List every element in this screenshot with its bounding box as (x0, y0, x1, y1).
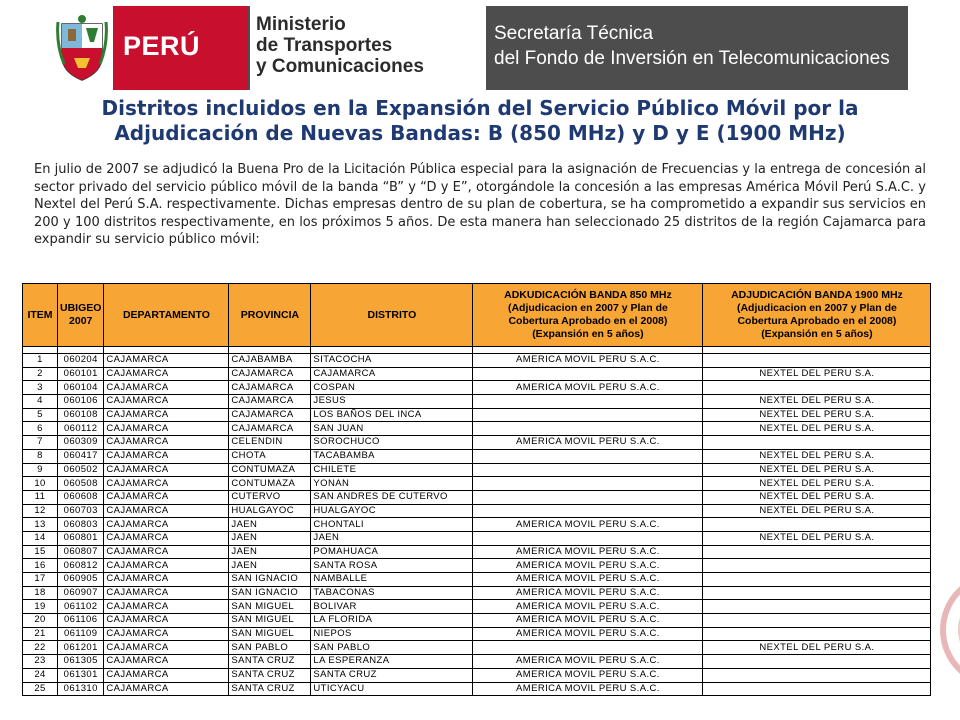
ministry-line-2: de Transportes (256, 35, 393, 56)
table-row (23, 641, 931, 655)
cell-provincia: JAEN (229, 545, 311, 559)
col-header-banda-850 (473, 284, 703, 347)
cell-provincia: SANTA CRUZ (229, 655, 311, 669)
cell-banda-850 (473, 449, 703, 463)
cell-ubigeo: 061109 (58, 627, 104, 641)
cell-banda-1900 (703, 682, 931, 696)
table-row (23, 477, 931, 491)
cell-item: 9 (23, 463, 58, 477)
cell-distrito: SANTA ROSA (311, 559, 473, 573)
cell-departamento: CAJAMARCA (104, 668, 229, 682)
cell-provincia: CAJAMARCA (229, 422, 311, 436)
cell-distrito: TACABAMBA (311, 449, 473, 463)
cell-provincia: SAN IGNACIO (229, 573, 311, 587)
ministry-block (250, 6, 482, 90)
cell-departamento: CAJAMARCA (104, 408, 229, 422)
table-row (23, 627, 931, 641)
cell-banda-1900: NEXTEL DEL PERU S.A. (703, 449, 931, 463)
cell-banda-1900: NEXTEL DEL PERU S.A. (703, 395, 931, 409)
cell-provincia: CELENDIN (229, 436, 311, 450)
cell-departamento: CAJAMARCA (104, 614, 229, 628)
cell-departamento: CAJAMARCA (104, 682, 229, 696)
cell-item: 7 (23, 436, 58, 450)
cell-banda-850: AMERICA MOVIL PERU S.A.C. (473, 600, 703, 614)
cell-banda-850 (473, 531, 703, 545)
cell-banda-1900 (703, 381, 931, 395)
cell-item: 4 (23, 395, 58, 409)
table-row (23, 655, 931, 669)
cell-banda-1900 (703, 586, 931, 600)
table-row (23, 367, 931, 381)
cell-departamento: CAJAMARCA (104, 504, 229, 518)
cell-departamento: CAJAMARCA (104, 395, 229, 409)
banda-1900-header-line: Cobertura Aprobado en el 2008) (737, 315, 897, 327)
header-banner (50, 6, 908, 90)
cell-item: 2 (23, 367, 58, 381)
cell-departamento: CAJAMARCA (104, 600, 229, 614)
cell-item: 23 (23, 655, 58, 669)
cell-ubigeo: 061102 (58, 600, 104, 614)
country-label: PERÚ (123, 31, 201, 61)
cell-ubigeo: 061310 (58, 682, 104, 696)
banda-850-header-line: (Expansión en 5 años) (532, 328, 644, 340)
cell-ubigeo: 060801 (58, 531, 104, 545)
table-row (23, 559, 931, 573)
cell-banda-850: AMERICA MOVIL PERU S.A.C. (473, 545, 703, 559)
col-header-ubigeo (58, 284, 104, 347)
cell-ubigeo: 061301 (58, 668, 104, 682)
ubigeo-header-line: 2007 (69, 315, 93, 327)
cell-item: 10 (23, 477, 58, 491)
cell-ubigeo: 060309 (58, 436, 104, 450)
cell-banda-1900: NEXTEL DEL PERU S.A. (703, 408, 931, 422)
cell-provincia: CONTUMAZA (229, 463, 311, 477)
ministry-line-3: y Comunicaciones (256, 56, 424, 77)
cell-banda-1900: NEXTEL DEL PERU S.A. (703, 422, 931, 436)
cell-banda-850: AMERICA MOVIL PERU S.A.C. (473, 627, 703, 641)
cell-banda-850: AMERICA MOVIL PERU S.A.C. (473, 559, 703, 573)
table-row (23, 545, 931, 559)
cell-banda-850 (473, 408, 703, 422)
cell-item: 1 (23, 354, 58, 368)
cell-ubigeo: 060112 (58, 422, 104, 436)
cell-provincia: SANTA CRUZ (229, 682, 311, 696)
cell-item: 20 (23, 614, 58, 628)
cell-distrito: CAJAMARCA (311, 367, 473, 381)
cell-distrito: SANTA CRUZ (311, 668, 473, 682)
cell-banda-850: AMERICA MOVIL PERU S.A.C. (473, 436, 703, 450)
cell-ubigeo: 060905 (58, 573, 104, 587)
cell-banda-1900: NEXTEL DEL PERU S.A. (703, 367, 931, 381)
cell-ubigeo: 060812 (58, 559, 104, 573)
cell-banda-1900 (703, 518, 931, 532)
cell-distrito: SAN JUAN (311, 422, 473, 436)
cell-departamento: CAJAMARCA (104, 463, 229, 477)
title-line-1: Distritos incluidos en la Expansión del Servicio Público Móvil por la (101, 96, 859, 120)
table-row (23, 614, 931, 628)
cell-banda-1900 (703, 559, 931, 573)
cell-banda-1900 (703, 627, 931, 641)
cell-distrito: TABACONAS (311, 586, 473, 600)
table-row (23, 381, 931, 395)
cell-distrito: SAN PABLO (311, 641, 473, 655)
cell-provincia: CONTUMAZA (229, 477, 311, 491)
cell-banda-850 (473, 367, 703, 381)
cell-banda-850: AMERICA MOVIL PERU S.A.C. (473, 518, 703, 532)
banda-1900-header-line: ADJUDICACIÓN BANDA 1900 MHz (731, 289, 903, 301)
cell-banda-850: AMERICA MOVIL PERU S.A.C. (473, 354, 703, 368)
cell-departamento: CAJAMARCA (104, 477, 229, 491)
cell-distrito: NAMBALLE (311, 573, 473, 587)
cell-departamento: CAJAMARCA (104, 531, 229, 545)
col-header-banda-1900 (703, 284, 931, 347)
cell-distrito: JESUS (311, 395, 473, 409)
table-row (23, 490, 931, 504)
cell-provincia: CHOTA (229, 449, 311, 463)
districts-table (22, 283, 931, 696)
coat-of-arms-icon (56, 14, 108, 84)
cell-banda-850: AMERICA MOVIL PERU S.A.C. (473, 381, 703, 395)
intro-paragraph: En julio de 2007 se adjudicó la Buena Pro de la Licitación Pública especial para la asignación de Frecuencias y la entrega de concesión al sector privado del servicio público móvil de la banda “B” y “D y E”, otorgándole la concesión a las empresas América Móvil Perú S.A.C. y Nextel del Perú S.A. respectivamente. Dichas empresas dentro de su plan de cobertura, se ha comprometido a expandir sus servicios en 200 y 100 distritos respectivamente, en los próximos 5 años. De esta manera han seleccionado 25 distritos de la región Cajamarca para expandir su servicio público móvil: (34, 162, 926, 248)
cell-banda-850: AMERICA MOVIL PERU S.A.C. (473, 573, 703, 587)
cell-banda-1900 (703, 614, 931, 628)
cell-ubigeo: 060101 (58, 367, 104, 381)
cell-item: 8 (23, 449, 58, 463)
cell-ubigeo: 060703 (58, 504, 104, 518)
cell-banda-1900: NEXTEL DEL PERU S.A. (703, 531, 931, 545)
cell-distrito: YONAN (311, 477, 473, 491)
cell-distrito: NIEPOS (311, 627, 473, 641)
cell-banda-850 (473, 395, 703, 409)
cell-item: 21 (23, 627, 58, 641)
secretariat-line-1: Secretaría Técnica (494, 23, 654, 44)
banda-1900-header-line: (Adjudicacion en 2007 y Plan de (736, 302, 897, 314)
cell-banda-1900 (703, 436, 931, 450)
table-row (23, 449, 931, 463)
cell-ubigeo: 061201 (58, 641, 104, 655)
col-header-item: ITEM (23, 284, 58, 347)
banda-850-header-line: ADKUDICACIÓN BANDA 850 MHz (504, 289, 672, 301)
cell-distrito: UTICYACU (311, 682, 473, 696)
cell-provincia: HUALGAYOC (229, 504, 311, 518)
cell-provincia: JAEN (229, 531, 311, 545)
table-row (23, 436, 931, 450)
col-header-distrito: DISTRITO (311, 284, 473, 347)
cell-provincia: SAN PABLO (229, 641, 311, 655)
cell-banda-850: AMERICA MOVIL PERU S.A.C. (473, 655, 703, 669)
cell-ubigeo: 061106 (58, 614, 104, 628)
cell-distrito: LA ESPERANZA (311, 655, 473, 669)
page-title (40, 96, 920, 146)
cell-ubigeo: 060502 (58, 463, 104, 477)
cell-banda-1900: NEXTEL DEL PERU S.A. (703, 477, 931, 491)
secretariat-line-2: del Fondo de Inversión en Telecomunicaciones (494, 48, 890, 69)
cell-banda-1900: NEXTEL DEL PERU S.A. (703, 504, 931, 518)
country-badge (113, 6, 248, 90)
cell-distrito: SOROCHUCO (311, 436, 473, 450)
title-line-2: Adjudicación de Nuevas Bandas: B (850 MHz) y D y E (1900 MHz) (114, 121, 846, 145)
cell-banda-1900: NEXTEL DEL PERU S.A. (703, 641, 931, 655)
cell-departamento: CAJAMARCA (104, 518, 229, 532)
cell-distrito: LA FLORIDA (311, 614, 473, 628)
cell-item: 5 (23, 408, 58, 422)
cell-banda-1900: NEXTEL DEL PERU S.A. (703, 490, 931, 504)
cell-provincia: JAEN (229, 559, 311, 573)
cell-provincia: CUTERVO (229, 490, 311, 504)
cell-banda-850: AMERICA MOVIL PERU S.A.C. (473, 682, 703, 696)
cell-banda-1900 (703, 600, 931, 614)
cell-item: 6 (23, 422, 58, 436)
banda-1900-header-line: (Expansión en 5 años) (761, 328, 873, 340)
table-row (23, 422, 931, 436)
coat-of-arms-logo (50, 6, 113, 90)
cell-ubigeo: 060104 (58, 381, 104, 395)
cell-item: 12 (23, 504, 58, 518)
table-row (23, 408, 931, 422)
cell-banda-850 (473, 490, 703, 504)
cell-provincia: SANTA CRUZ (229, 668, 311, 682)
cell-departamento: CAJAMARCA (104, 559, 229, 573)
cell-banda-1900 (703, 354, 931, 368)
cell-distrito: COSPAN (311, 381, 473, 395)
table-row (23, 668, 931, 682)
cell-ubigeo: 060204 (58, 354, 104, 368)
cell-banda-1900 (703, 655, 931, 669)
cell-departamento: CAJAMARCA (104, 436, 229, 450)
table-header-row (23, 284, 931, 347)
cell-provincia: CAJAMARCA (229, 408, 311, 422)
cell-departamento: CAJAMARCA (104, 422, 229, 436)
cell-provincia: JAEN (229, 518, 311, 532)
table-row (23, 463, 931, 477)
cell-departamento: CAJAMARCA (104, 381, 229, 395)
cell-provincia: CAJABAMBA (229, 354, 311, 368)
table-row (23, 573, 931, 587)
cell-item: 16 (23, 559, 58, 573)
cell-distrito: HUALGAYOC (311, 504, 473, 518)
cell-item: 22 (23, 641, 58, 655)
cell-item: 13 (23, 518, 58, 532)
ubigeo-header-line: UBIGEO (60, 302, 102, 314)
secretariat-block (486, 6, 906, 90)
cell-distrito: LOS BAÑOS DEL INCA (311, 408, 473, 422)
cell-departamento: CAJAMARCA (104, 641, 229, 655)
cell-departamento: CAJAMARCA (104, 367, 229, 381)
cell-distrito: SITACOCHA (311, 354, 473, 368)
cell-distrito: CHILETE (311, 463, 473, 477)
cell-banda-850: AMERICA MOVIL PERU S.A.C. (473, 586, 703, 600)
decorative-stamp (938, 540, 960, 720)
cell-departamento: CAJAMARCA (104, 490, 229, 504)
table-row (23, 395, 931, 409)
table-row (23, 586, 931, 600)
table-row (23, 354, 931, 368)
table-row (23, 518, 931, 532)
cell-banda-850 (473, 641, 703, 655)
cell-distrito: SAN ANDRES DE CUTERVO (311, 490, 473, 504)
cell-provincia: SAN IGNACIO (229, 586, 311, 600)
cell-provincia: CAJAMARCA (229, 367, 311, 381)
cell-banda-850: AMERICA MOVIL PERU S.A.C. (473, 668, 703, 682)
cell-item: 17 (23, 573, 58, 587)
cell-item: 3 (23, 381, 58, 395)
cell-departamento: CAJAMARCA (104, 354, 229, 368)
cell-item: 19 (23, 600, 58, 614)
cell-ubigeo: 060803 (58, 518, 104, 532)
cell-banda-1900 (703, 545, 931, 559)
ministry-line-1: Ministerio (256, 14, 346, 35)
cell-banda-850 (473, 463, 703, 477)
banda-850-header-line: Cobertura Aprobado en el 2008) (508, 315, 668, 327)
cell-ubigeo: 060807 (58, 545, 104, 559)
cell-provincia: CAJAMARCA (229, 381, 311, 395)
cell-banda-850 (473, 504, 703, 518)
cell-banda-1900: NEXTEL DEL PERU S.A. (703, 463, 931, 477)
cell-provincia: SAN MIGUEL (229, 627, 311, 641)
cell-departamento: CAJAMARCA (104, 545, 229, 559)
cell-banda-850: AMERICA MOVIL PERU S.A.C. (473, 614, 703, 628)
col-header-provincia: PROVINCIA (229, 284, 311, 347)
cell-item: 15 (23, 545, 58, 559)
banda-850-header-line: (Adjudicacion en 2007 y Plan de (507, 302, 668, 314)
cell-ubigeo: 060417 (58, 449, 104, 463)
cell-item: 18 (23, 586, 58, 600)
cell-departamento: CAJAMARCA (104, 586, 229, 600)
cell-ubigeo: 061305 (58, 655, 104, 669)
cell-departamento: CAJAMARCA (104, 627, 229, 641)
cell-departamento: CAJAMARCA (104, 655, 229, 669)
table-body (23, 354, 931, 696)
table-row (23, 504, 931, 518)
cell-ubigeo: 060608 (58, 490, 104, 504)
table-spacer-row (23, 347, 931, 354)
cell-banda-850 (473, 422, 703, 436)
cell-item: 24 (23, 668, 58, 682)
cell-item: 14 (23, 531, 58, 545)
table-row (23, 531, 931, 545)
cell-ubigeo: 060907 (58, 586, 104, 600)
col-header-departamento: DEPARTAMENTO (104, 284, 229, 347)
cell-ubigeo: 060106 (58, 395, 104, 409)
table-row (23, 600, 931, 614)
cell-item: 25 (23, 682, 58, 696)
cell-banda-1900 (703, 573, 931, 587)
cell-provincia: SAN MIGUEL (229, 614, 311, 628)
cell-ubigeo: 060508 (58, 477, 104, 491)
cell-provincia: SAN MIGUEL (229, 600, 311, 614)
cell-distrito: POMAHUACA (311, 545, 473, 559)
table-row (23, 682, 931, 696)
cell-item: 11 (23, 490, 58, 504)
cell-distrito: BOLIVAR (311, 600, 473, 614)
cell-distrito: JAEN (311, 531, 473, 545)
cell-distrito: CHONTALI (311, 518, 473, 532)
cell-departamento: CAJAMARCA (104, 449, 229, 463)
cell-banda-1900 (703, 668, 931, 682)
cell-provincia: CAJAMARCA (229, 395, 311, 409)
cell-departamento: CAJAMARCA (104, 573, 229, 587)
cell-ubigeo: 060108 (58, 408, 104, 422)
cell-banda-850 (473, 477, 703, 491)
